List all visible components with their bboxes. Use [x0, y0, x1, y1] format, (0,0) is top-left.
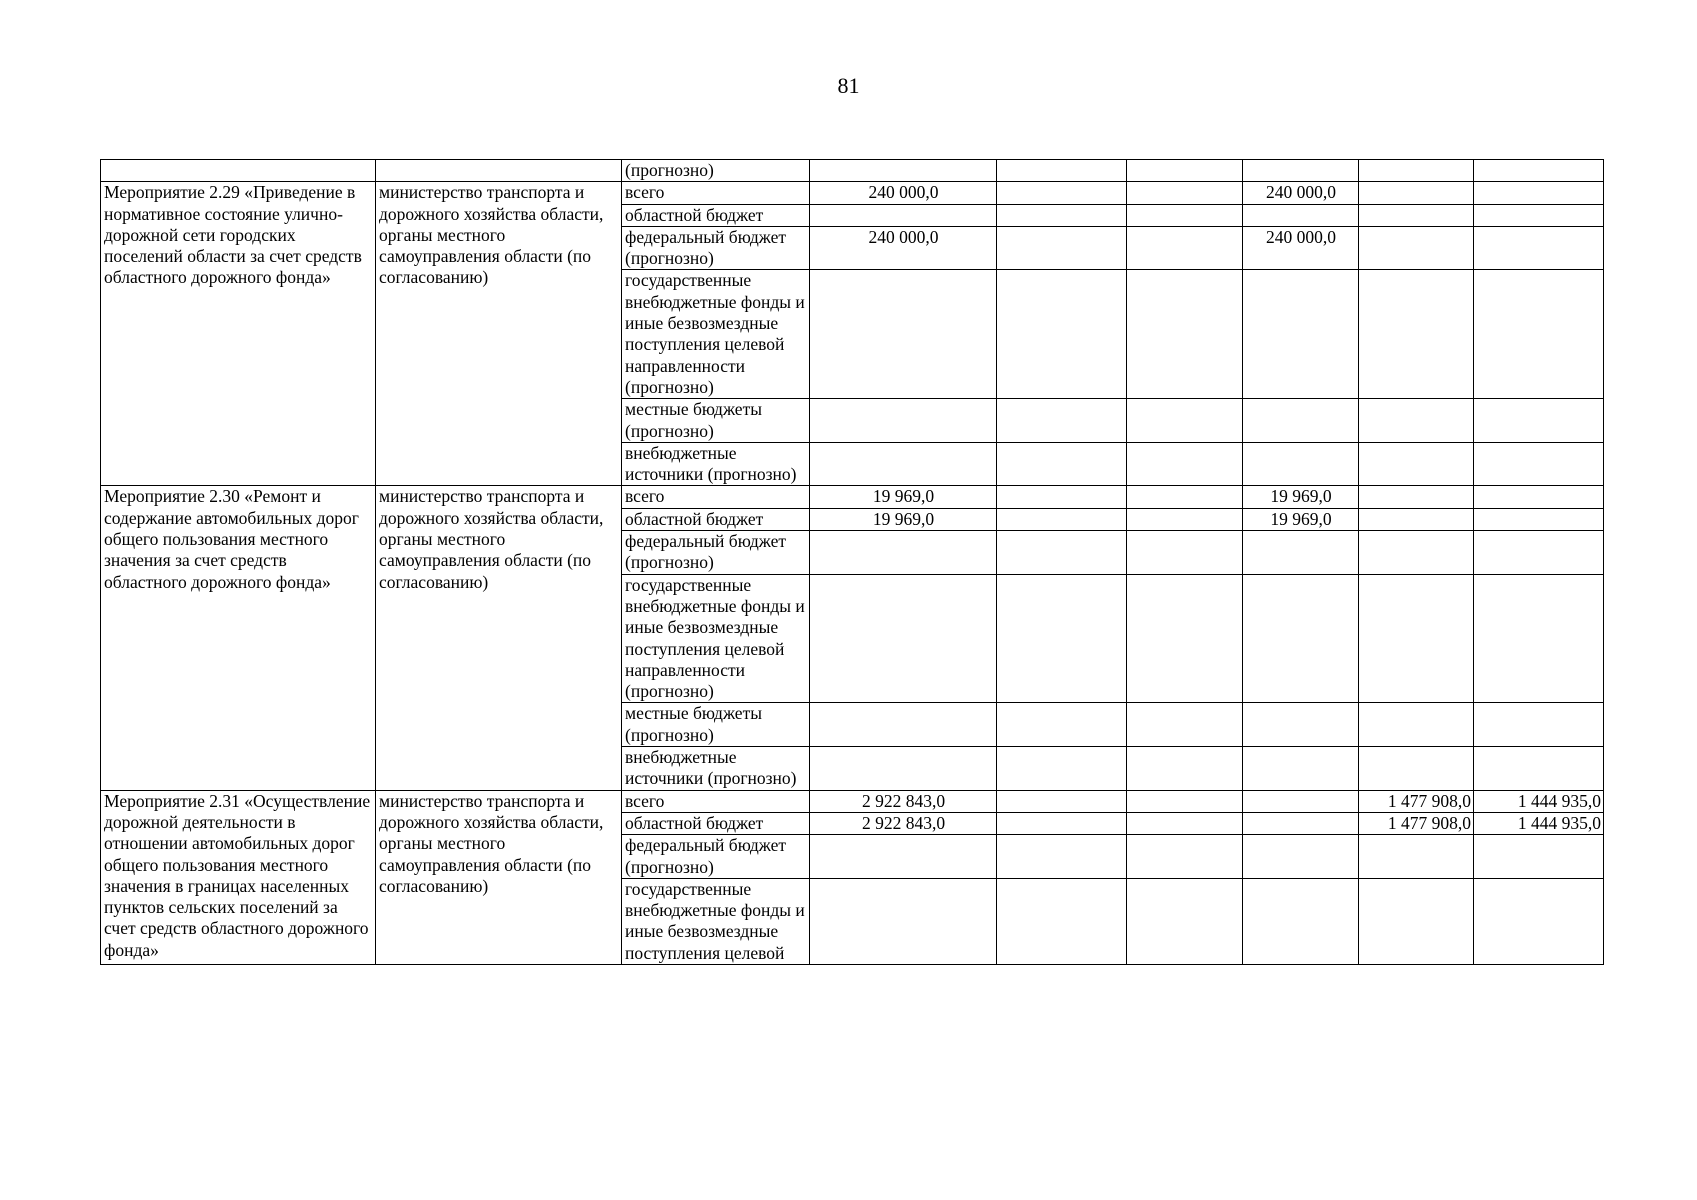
value-cell: 1 477 908,0 [1359, 790, 1474, 812]
source-cell: всего [622, 182, 810, 204]
value-cell: 1 444 935,0 [1474, 790, 1604, 812]
value-cell: 240 000,0 [810, 226, 997, 270]
measure-title: Мероприятие 2.29 «Приведение в нормативное состояние улично-дорожной сети городских поселений области за счет средств областного дорожного фонда» [101, 182, 376, 486]
measure-executor: министерство транспорта и дорожного хозяйства области, органы местного самоуправления области (по согласованию) [376, 486, 622, 790]
source-cell: внебюджетные источники (прогнозно) [622, 747, 810, 791]
value-cell [1359, 204, 1474, 226]
table-row [101, 790, 1604, 812]
value-cell: 240 000,0 [810, 182, 997, 204]
table-row [101, 160, 1604, 182]
value-cell [1243, 204, 1359, 226]
value-cell [1359, 226, 1474, 270]
value-cell [1474, 204, 1604, 226]
value-cell [1474, 182, 1604, 204]
source-cell: областной бюджет [622, 508, 810, 530]
value-cell: 19 969,0 [810, 508, 997, 530]
source-cell: государственные внебюджетные фонды и иные безвозмездные поступления целевой направленности (прогнозно) [622, 270, 810, 399]
value-cell [1127, 204, 1243, 226]
value-cell [1359, 486, 1474, 508]
value-cell [1243, 790, 1359, 812]
table-row [101, 486, 1604, 508]
value-cell: 2 922 843,0 [810, 812, 997, 834]
source-cell: областной бюджет [622, 204, 810, 226]
source-cell: федеральный бюджет (прогнозно) [622, 226, 810, 270]
measure-title: Мероприятие 2.30 «Ремонт и содержание автомобильных дорог общего пользования местного значения за счет средств областного дорожного фонда» [101, 486, 376, 790]
value-cell [1127, 790, 1243, 812]
value-cell [1474, 508, 1604, 530]
value-cell [997, 204, 1127, 226]
value-cell [1127, 486, 1243, 508]
measure-executor: министерство транспорта и дорожного хозяйства области, органы местного самоуправления области (по согласованию) [376, 182, 622, 486]
source-cell: всего [622, 486, 810, 508]
source-cell: областной бюджет [622, 812, 810, 834]
value-cell: 19 969,0 [1243, 486, 1359, 508]
value-cell [997, 226, 1127, 270]
source-cell: федеральный бюджет (прогнозно) [622, 531, 810, 575]
value-cell: 240 000,0 [1243, 182, 1359, 204]
value-cell [997, 486, 1127, 508]
value-cell [1474, 486, 1604, 508]
measure-title: Мероприятие 2.31 «Осуществление дорожной деятельности в отношении автомобильных дорог общего пользования местного значения в границах населенных пунктов сельских поселений за счет средств областного дорожного фонда» [101, 790, 376, 964]
source-cell: местные бюджеты (прогнозно) [622, 399, 810, 443]
value-cell [1474, 226, 1604, 270]
value-cell: 19 969,0 [1243, 508, 1359, 530]
value-cell [810, 204, 997, 226]
value-cell [997, 508, 1127, 530]
value-cell [997, 790, 1127, 812]
value-cell [997, 812, 1127, 834]
value-cell: 2 922 843,0 [810, 790, 997, 812]
value-cell: 240 000,0 [1243, 226, 1359, 270]
source-cell: местные бюджеты (прогнозно) [622, 703, 810, 747]
value-cell [1127, 812, 1243, 834]
value-cell [1359, 182, 1474, 204]
source-cell: государственные внебюджетные фонды и иные безвозмездные поступления целевой [622, 878, 810, 964]
page-number: 81 [837, 73, 860, 98]
table-row [101, 182, 1604, 204]
source-cell: федеральный бюджет (прогнозно) [622, 835, 810, 879]
source-cell: всего [622, 790, 810, 812]
value-cell: 19 969,0 [810, 486, 997, 508]
source-cell: государственные внебюджетные фонды и иные безвозмездные поступления целевой направленности (прогнозно) [622, 574, 810, 703]
value-cell [1127, 508, 1243, 530]
value-cell [1127, 182, 1243, 204]
value-cell [997, 182, 1127, 204]
budget-table [100, 159, 1604, 965]
measure-executor: министерство транспорта и дорожного хозяйства области, органы местного самоуправления области (по согласованию) [376, 790, 622, 964]
value-cell [1243, 812, 1359, 834]
source-cell: (прогнозно) [622, 160, 810, 182]
value-cell [1127, 226, 1243, 270]
value-cell [1359, 508, 1474, 530]
source-cell: внебюджетные источники (прогнозно) [622, 442, 810, 486]
value-cell: 1 444 935,0 [1474, 812, 1604, 834]
value-cell: 1 477 908,0 [1359, 812, 1474, 834]
